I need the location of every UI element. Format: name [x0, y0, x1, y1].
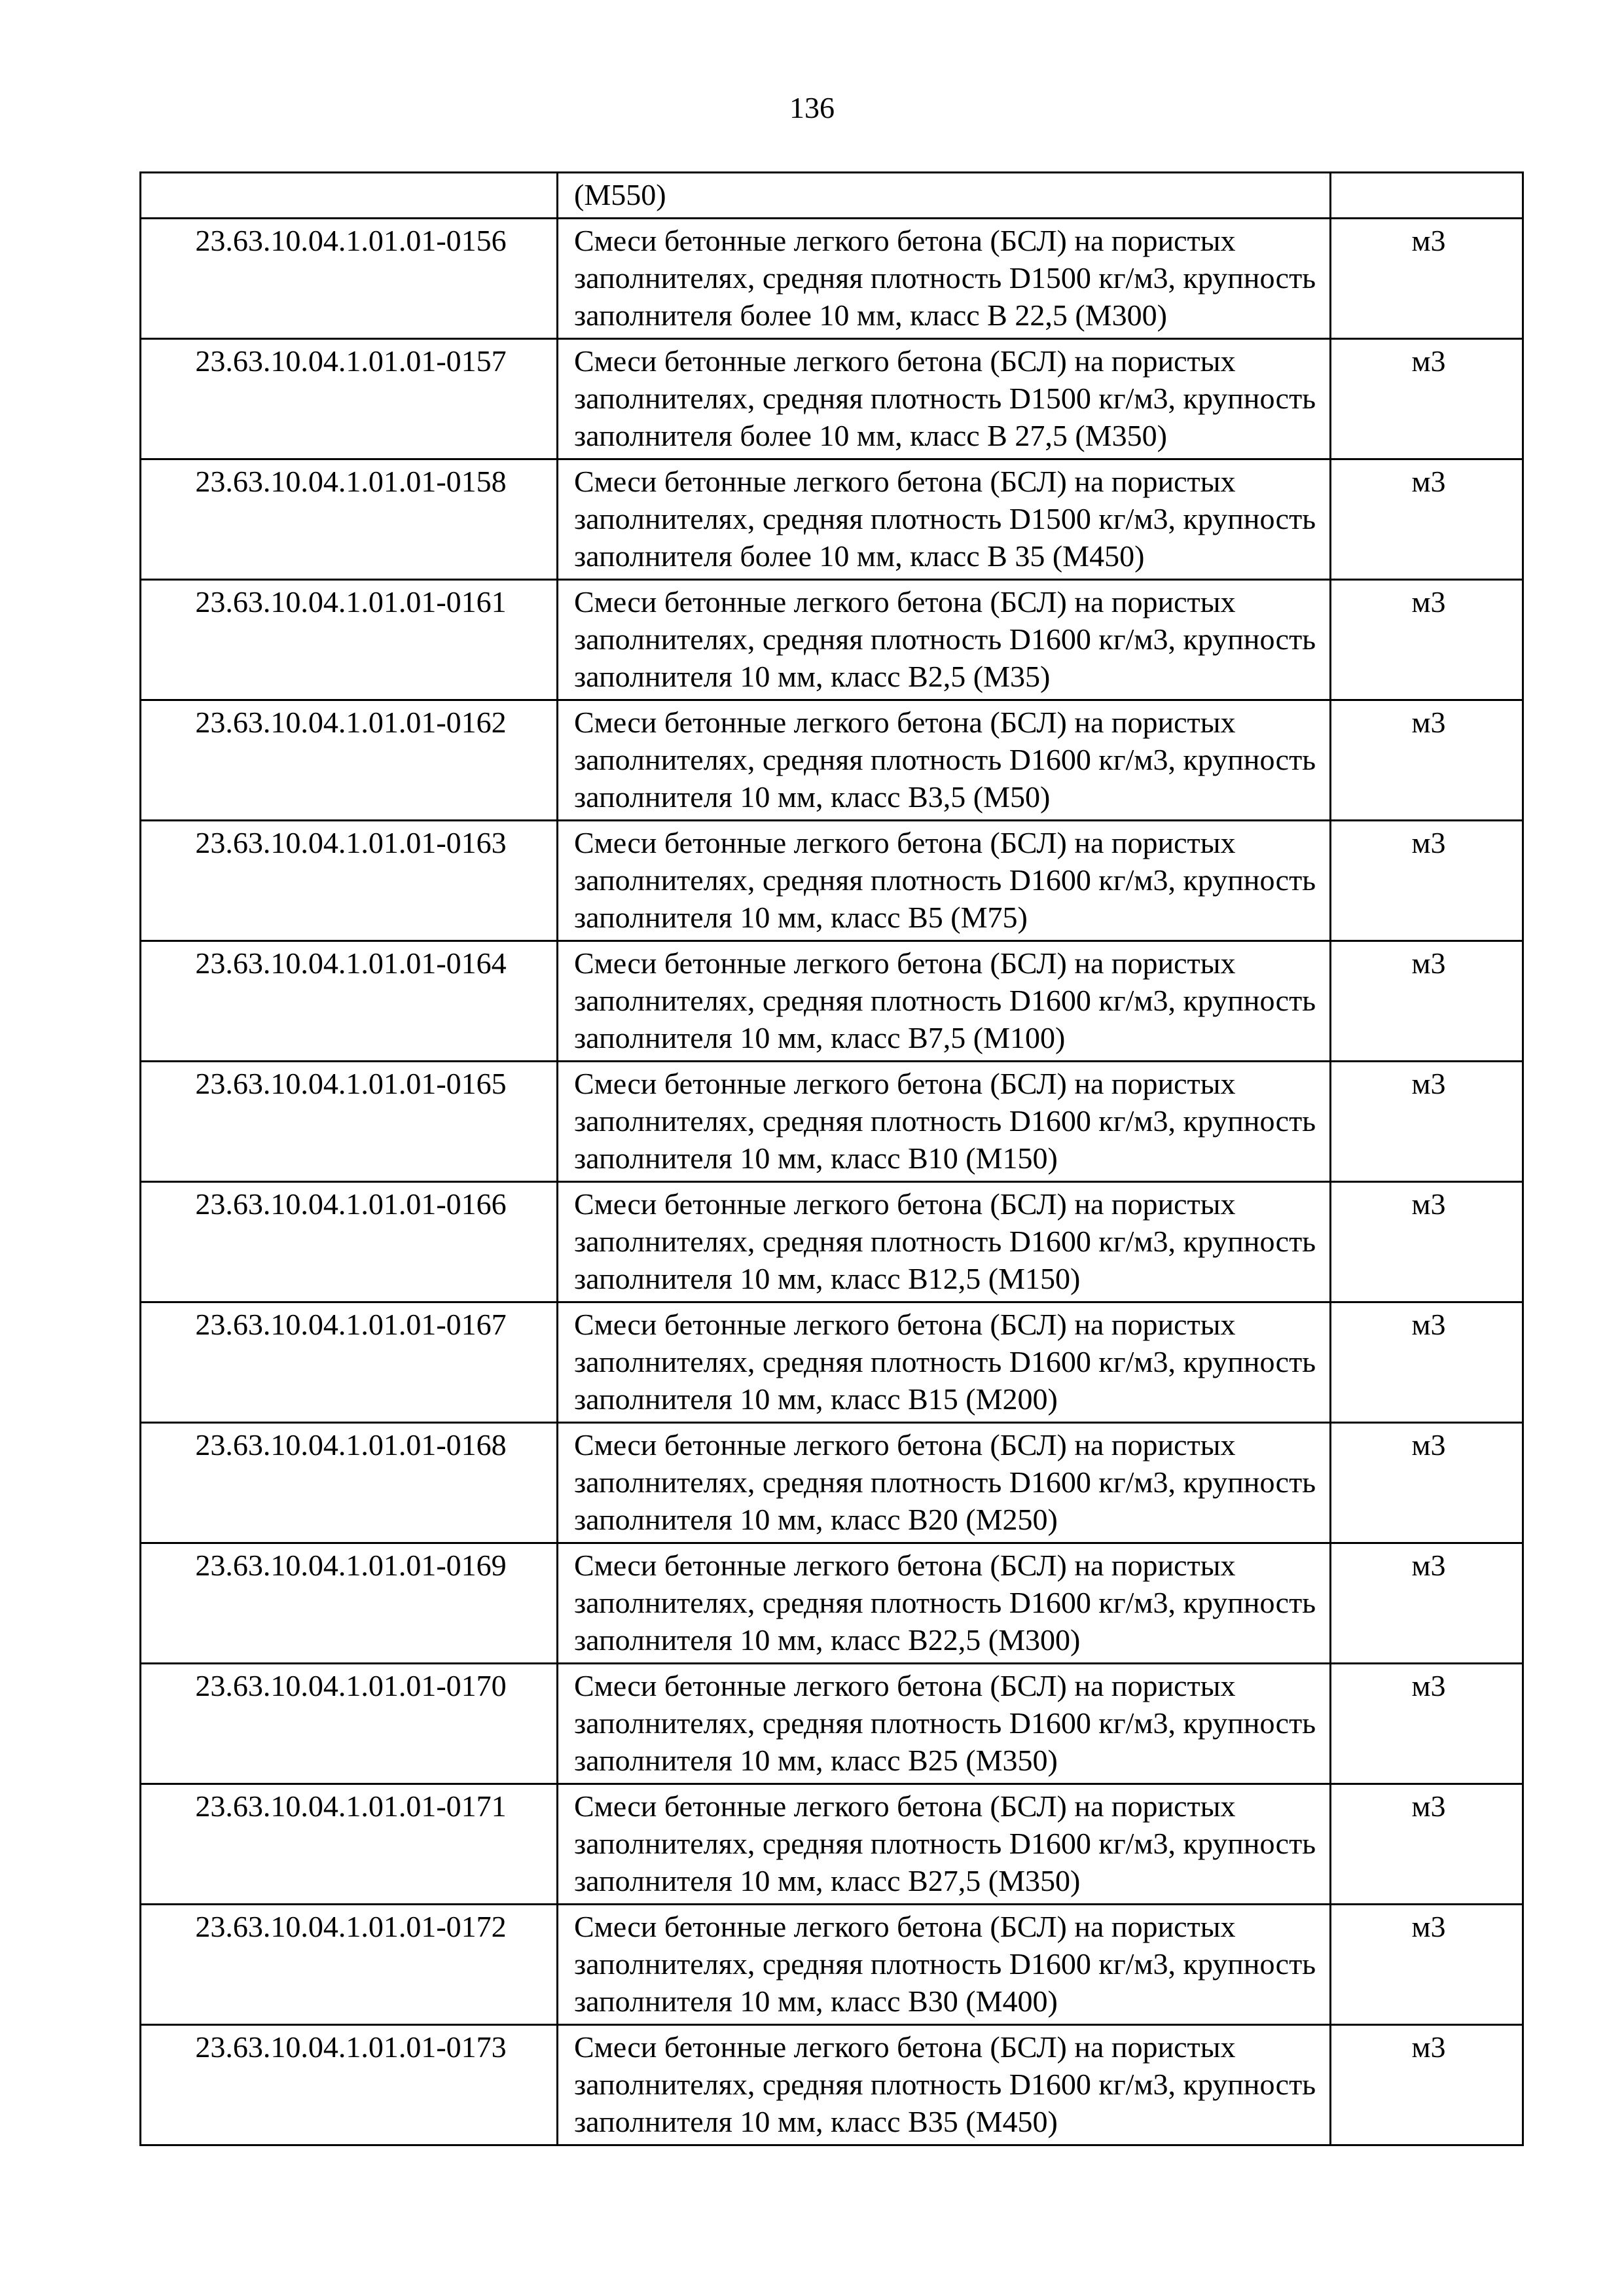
continuation-row: [141, 173, 1523, 219]
table-row: [141, 219, 1523, 339]
table-row: [141, 1423, 1523, 1543]
description-cell: Смеси бетонные легкого бетона (БСЛ) на пористых заполнителях, средняя плотность D1600 кг/м3, крупность заполнителя 10 мм, класс В15 (М200): [558, 1302, 1331, 1423]
code-cell: 23.63.10.04.1.01.01-0161: [141, 580, 558, 700]
resource-table: [139, 171, 1524, 2146]
table-row: [141, 700, 1523, 821]
description-cell: Смеси бетонные легкого бетона (БСЛ) на пористых заполнителях, средняя плотность D1600 кг/м3, крупность заполнителя 10 мм, класс В10 (М150): [558, 1062, 1331, 1182]
page-number: 136: [789, 91, 835, 124]
code-cell: 23.63.10.04.1.01.01-0156: [141, 219, 558, 339]
unit-cell: м3: [1331, 2025, 1523, 2145]
code-cell: 23.63.10.04.1.01.01-0164: [141, 941, 558, 1062]
code-cell: 23.63.10.04.1.01.01-0169: [141, 1543, 558, 1664]
table-row: [141, 2025, 1523, 2145]
table-row: [141, 1182, 1523, 1302]
unit-cell: м3: [1331, 821, 1523, 941]
table-row: [141, 941, 1523, 1062]
table-row: [141, 1784, 1523, 1905]
description-cell: Смеси бетонные легкого бетона (БСЛ) на пористых заполнителях, средняя плотность D1600 кг/м3, крупность заполнителя 10 мм, класс В5 (М75): [558, 821, 1331, 941]
unit-cell: м3: [1331, 1543, 1523, 1664]
code-cell: 23.63.10.04.1.01.01-0170: [141, 1664, 558, 1784]
code-cell: 23.63.10.04.1.01.01-0162: [141, 700, 558, 821]
description-cell: Смеси бетонные легкого бетона (БСЛ) на пористых заполнителях, средняя плотность D1600 кг/м3, крупность заполнителя 10 мм, класс В22,5 (М300): [558, 1543, 1331, 1664]
unit-cell: м3: [1331, 1302, 1523, 1423]
code-cell: [141, 173, 558, 219]
table-row: [141, 1543, 1523, 1664]
description-cell: Смеси бетонные легкого бетона (БСЛ) на пористых заполнителях, средняя плотность D1600 кг/м3, крупность заполнителя 10 мм, класс В27,5 (М350): [558, 1784, 1331, 1905]
table-row: [141, 339, 1523, 459]
code-cell: 23.63.10.04.1.01.01-0157: [141, 339, 558, 459]
unit-cell: м3: [1331, 1664, 1523, 1784]
code-cell: 23.63.10.04.1.01.01-0166: [141, 1182, 558, 1302]
unit-cell: м3: [1331, 1905, 1523, 2025]
code-cell: 23.63.10.04.1.01.01-0173: [141, 2025, 558, 2145]
table-row: [141, 1664, 1523, 1784]
code-cell: 23.63.10.04.1.01.01-0165: [141, 1062, 558, 1182]
unit-cell: м3: [1331, 339, 1523, 459]
unit-cell: м3: [1331, 580, 1523, 700]
description-cell: Смеси бетонные легкого бетона (БСЛ) на пористых заполнителях, средняя плотность D1600 кг/м3, крупность заполнителя 10 мм, класс В12,5 (М150): [558, 1182, 1331, 1302]
table-row: [141, 1905, 1523, 2025]
table-row: [141, 459, 1523, 580]
description-cell: Смеси бетонные легкого бетона (БСЛ) на пористых заполнителях, средняя плотность D1600 кг/м3, крупность заполнителя 10 мм, класс В25 (М350): [558, 1664, 1331, 1784]
description-cell: Смеси бетонные легкого бетона (БСЛ) на пористых заполнителях, средняя плотность D1600 кг/м3, крупность заполнителя 10 мм, класс В7,5 (М100): [558, 941, 1331, 1062]
description-cell: Смеси бетонные легкого бетона (БСЛ) на пористых заполнителях, средняя плотность D1600 кг/м3, крупность заполнителя 10 мм, класс В20 (М250): [558, 1423, 1331, 1543]
unit-cell: м3: [1331, 1062, 1523, 1182]
table-row: [141, 580, 1523, 700]
description-cell: Смеси бетонные легкого бетона (БСЛ) на пористых заполнителях, средняя плотность D1600 кг/м3, крупность заполнителя 10 мм, класс В2,5 (М35): [558, 580, 1331, 700]
unit-cell: м3: [1331, 700, 1523, 821]
unit-cell: м3: [1331, 459, 1523, 580]
description-cell: Смеси бетонные легкого бетона (БСЛ) на пористых заполнителях, средняя плотность D1600 кг/м3, крупность заполнителя 10 мм, класс В35 (М450): [558, 2025, 1331, 2145]
code-cell: 23.63.10.04.1.01.01-0158: [141, 459, 558, 580]
unit-cell: м3: [1331, 1423, 1523, 1543]
description-cell: Смеси бетонные легкого бетона (БСЛ) на пористых заполнителях, средняя плотность D1600 кг/м3, крупность заполнителя 10 мм, класс В30 (М400): [558, 1905, 1331, 2025]
unit-cell: [1331, 173, 1523, 219]
code-cell: 23.63.10.04.1.01.01-0172: [141, 1905, 558, 2025]
description-cell: Смеси бетонные легкого бетона (БСЛ) на пористых заполнителях, средняя плотность D1500 кг/м3, крупность заполнителя более 10 мм, класс В 27,5 (М350): [558, 339, 1331, 459]
table-body: [141, 173, 1523, 2145]
unit-cell: м3: [1331, 1784, 1523, 1905]
table-row: [141, 1062, 1523, 1182]
table-row: [141, 821, 1523, 941]
description-cell: (М550): [558, 173, 1331, 219]
description-cell: Смеси бетонные легкого бетона (БСЛ) на пористых заполнителях, средняя плотность D1600 кг/м3, крупность заполнителя 10 мм, класс В3,5 (М50): [558, 700, 1331, 821]
description-cell: Смеси бетонные легкого бетона (БСЛ) на пористых заполнителях, средняя плотность D1500 кг/м3, крупность заполнителя более 10 мм, класс В 22,5 (М300): [558, 219, 1331, 339]
unit-cell: м3: [1331, 219, 1523, 339]
description-cell: Смеси бетонные легкого бетона (БСЛ) на пористых заполнителях, средняя плотность D1500 кг/м3, крупность заполнителя более 10 мм, класс В 35 (М450): [558, 459, 1331, 580]
table-row: [141, 1302, 1523, 1423]
code-cell: 23.63.10.04.1.01.01-0168: [141, 1423, 558, 1543]
unit-cell: м3: [1331, 941, 1523, 1062]
code-cell: 23.63.10.04.1.01.01-0167: [141, 1302, 558, 1423]
unit-cell: м3: [1331, 1182, 1523, 1302]
code-cell: 23.63.10.04.1.01.01-0163: [141, 821, 558, 941]
code-cell: 23.63.10.04.1.01.01-0171: [141, 1784, 558, 1905]
